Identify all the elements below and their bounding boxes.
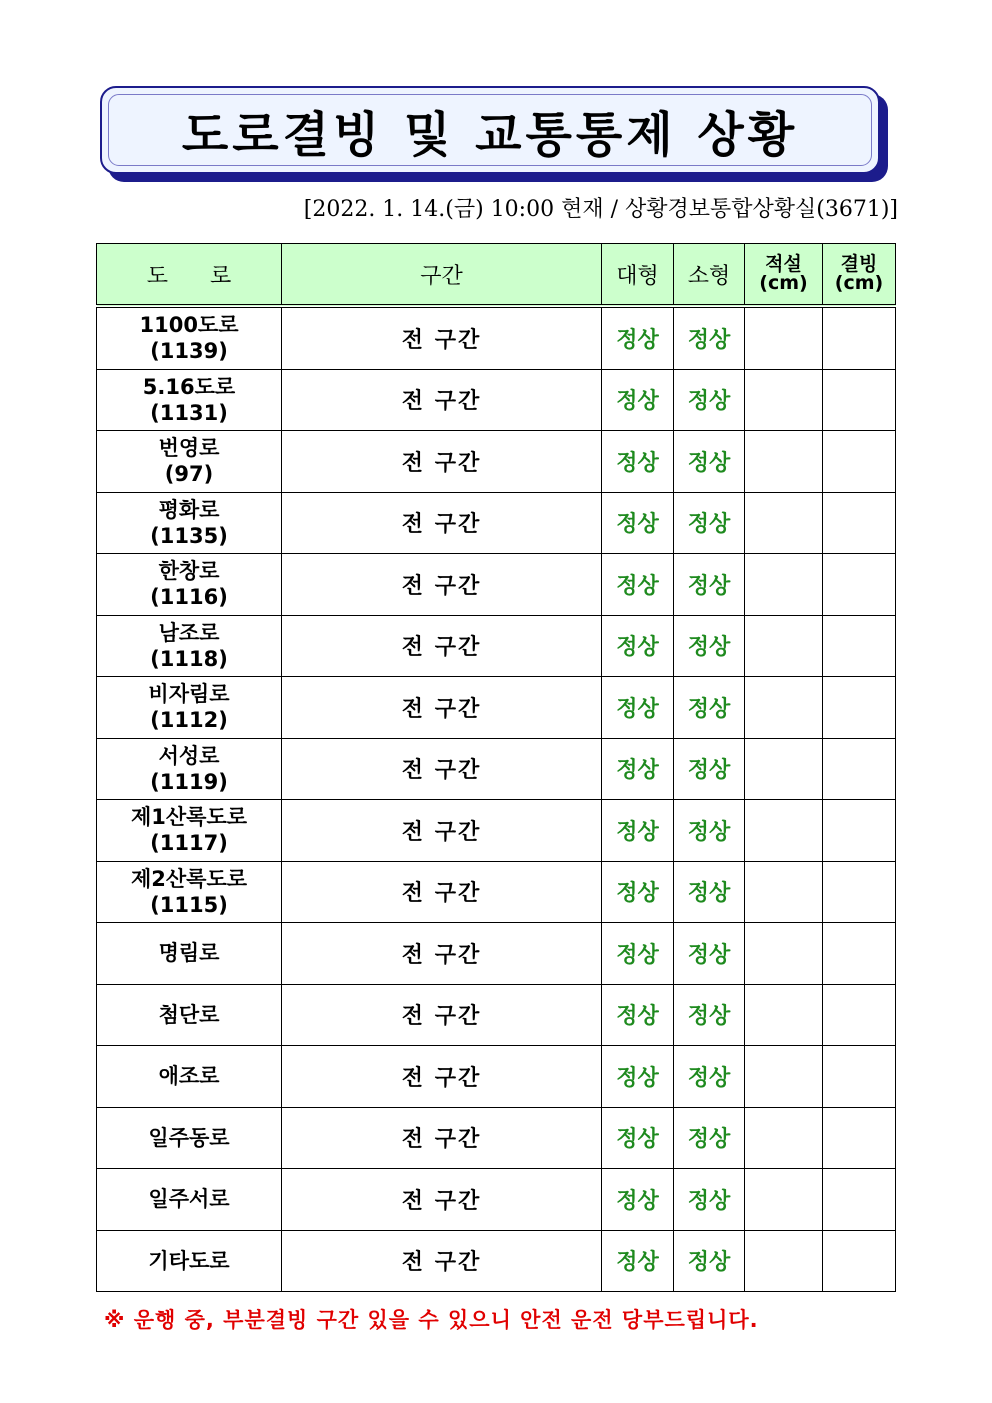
title-banner [100,86,888,182]
small-vehicle-status: 정상 [674,369,745,431]
snow-depth-cell [745,1169,823,1231]
snow-depth-cell [745,800,823,862]
large-vehicle-status: 정상 [602,861,674,923]
ice-depth-cell [823,615,896,677]
section-cell: 전 구간 [282,800,602,862]
small-vehicle-status: 정상 [674,615,745,677]
large-vehicle-status: 정상 [602,1169,674,1231]
header-snow-label: 적설 [765,253,802,275]
road-name-cell [97,923,282,985]
small-vehicle-status: 정상 [674,1230,745,1292]
road-name-cell [97,738,282,800]
road-status-table [96,243,896,1292]
snow-depth-cell [745,369,823,431]
small-vehicle-status: 정상 [674,1107,745,1169]
table-row [97,677,896,739]
section-cell: 전 구간 [282,861,602,923]
snow-depth-cell [745,738,823,800]
header-small-vehicle: 소형 [674,244,745,307]
table-row [97,923,896,985]
large-vehicle-status: 정상 [602,492,674,554]
page-title: 도로결빙 및 교통통제 상황 [181,106,799,163]
ice-depth-cell [823,554,896,616]
section-cell: 전 구간 [282,923,602,985]
road-name: 일주서로 [148,1187,230,1212]
road-name-cell [97,554,282,616]
road-code: (1116) [150,585,228,610]
ice-depth-cell [823,1046,896,1108]
header-road: 도 로 [97,244,282,307]
table-header-row [97,244,896,307]
large-vehicle-status: 정상 [602,923,674,985]
road-code: (1119) [150,769,228,794]
road-code: (1117) [150,831,228,856]
table-row [97,1046,896,1108]
road-name: 일주동로 [148,1125,230,1150]
road-code: (1115) [150,892,228,917]
section-cell: 전 구간 [282,492,602,554]
table-body [97,306,896,1292]
section-cell: 전 구간 [282,306,602,369]
small-vehicle-status: 정상 [674,431,745,493]
snow-depth-cell [745,615,823,677]
snow-depth-cell [745,861,823,923]
road-code: (97) [164,462,214,487]
ice-depth-cell [823,677,896,739]
road-name-cell [97,984,282,1046]
road-name-cell [97,369,282,431]
table-row [97,554,896,616]
road-name-cell [97,861,282,923]
road-name: 애조로 [158,1064,220,1089]
ice-depth-cell [823,492,896,554]
section-cell: 전 구간 [282,369,602,431]
table-row [97,615,896,677]
road-name: 한창로 [158,559,220,584]
table-row [97,306,896,369]
section-cell: 전 구간 [282,738,602,800]
safety-notice: ※ 운행 중, 부분결빙 구간 있을 수 있으니 안전 운전 당부드립니다. [104,1308,759,1332]
section-cell: 전 구간 [282,1169,602,1231]
large-vehicle-status: 정상 [602,1107,674,1169]
section-cell: 전 구간 [282,1107,602,1169]
table-row [97,1169,896,1231]
table-row [97,738,896,800]
small-vehicle-status: 정상 [674,738,745,800]
snow-depth-cell [745,431,823,493]
road-name: 제1산록도로 [130,805,248,830]
ice-depth-cell [823,369,896,431]
snow-depth-cell [745,492,823,554]
ice-depth-cell [823,1230,896,1292]
large-vehicle-status: 정상 [602,677,674,739]
section-cell: 전 구간 [282,984,602,1046]
section-cell: 전 구간 [282,1046,602,1108]
road-name: 제2산록도로 [130,866,248,891]
road-name-cell [97,431,282,493]
small-vehicle-status: 정상 [674,923,745,985]
ice-depth-cell [823,1169,896,1231]
table-row [97,861,896,923]
ice-depth-cell [823,984,896,1046]
road-code: (1112) [150,708,228,733]
snow-depth-cell [745,1046,823,1108]
small-vehicle-status: 정상 [674,492,745,554]
snow-depth-cell [745,677,823,739]
road-code: (1139) [150,339,228,364]
snow-depth-cell [745,554,823,616]
snow-depth-cell [745,306,823,369]
ice-depth-cell [823,1107,896,1169]
section-cell: 전 구간 [282,615,602,677]
road-code: (1118) [150,646,228,671]
header-ice-depth [823,244,896,307]
road-name: 번영로 [158,436,220,461]
table-row [97,800,896,862]
header-snow-depth [745,244,823,307]
road-name-cell [97,1107,282,1169]
road-name: 남조로 [158,620,220,645]
section-cell: 전 구간 [282,554,602,616]
table-row [97,369,896,431]
road-name-cell [97,615,282,677]
road-name-cell [97,492,282,554]
road-name-cell [97,800,282,862]
road-code: (1135) [150,523,228,548]
road-name: 첨단로 [158,1002,220,1027]
ice-depth-cell [823,306,896,369]
snow-depth-cell [745,1107,823,1169]
large-vehicle-status: 정상 [602,1046,674,1108]
table-row [97,492,896,554]
small-vehicle-status: 정상 [674,984,745,1046]
large-vehicle-status: 정상 [602,1230,674,1292]
large-vehicle-status: 정상 [602,984,674,1046]
road-name: 평화로 [158,497,220,522]
large-vehicle-status: 정상 [602,615,674,677]
large-vehicle-status: 정상 [602,431,674,493]
road-name-cell [97,677,282,739]
small-vehicle-status: 정상 [674,1046,745,1108]
header-section: 구간 [282,244,602,307]
header-snow-unit: (cm) [759,272,808,294]
road-name: 명림로 [158,941,220,966]
small-vehicle-status: 정상 [674,800,745,862]
road-name: 5.16도로 [142,374,236,399]
ice-depth-cell [823,800,896,862]
road-name-cell [97,1169,282,1231]
small-vehicle-status: 정상 [674,861,745,923]
ice-depth-cell [823,738,896,800]
road-name-cell [97,306,282,369]
ice-depth-cell [823,923,896,985]
ice-depth-cell [823,431,896,493]
small-vehicle-status: 정상 [674,677,745,739]
small-vehicle-status: 정상 [674,1169,745,1231]
large-vehicle-status: 정상 [602,554,674,616]
large-vehicle-status: 정상 [602,369,674,431]
section-cell: 전 구간 [282,677,602,739]
road-name: 비자림로 [148,682,230,707]
title-box [100,86,880,174]
snow-depth-cell [745,923,823,985]
road-name: 기타도로 [148,1248,230,1273]
table-row [97,984,896,1046]
small-vehicle-status: 정상 [674,554,745,616]
large-vehicle-status: 정상 [602,738,674,800]
header-ice-unit: (cm) [834,272,884,294]
table-row [97,1230,896,1292]
table-row [97,1107,896,1169]
road-name: 1100도로 [139,313,239,338]
road-code: (1131) [150,400,228,425]
small-vehicle-status: 정상 [674,306,745,369]
section-cell: 전 구간 [282,1230,602,1292]
ice-depth-cell [823,861,896,923]
snow-depth-cell [745,984,823,1046]
header-ice-label: 결빙 [840,253,878,275]
report-timestamp: [2022. 1. 14.(금) 10:00 현재 / 상황경보통합상황실(3671)] [303,197,898,222]
section-cell: 전 구간 [282,431,602,493]
large-vehicle-status: 정상 [602,800,674,862]
road-name-cell [97,1046,282,1108]
large-vehicle-status: 정상 [602,306,674,369]
road-name: 서성로 [158,743,220,768]
road-name-cell [97,1230,282,1292]
snow-depth-cell [745,1230,823,1292]
table-row [97,431,896,493]
header-large-vehicle: 대형 [602,244,674,307]
